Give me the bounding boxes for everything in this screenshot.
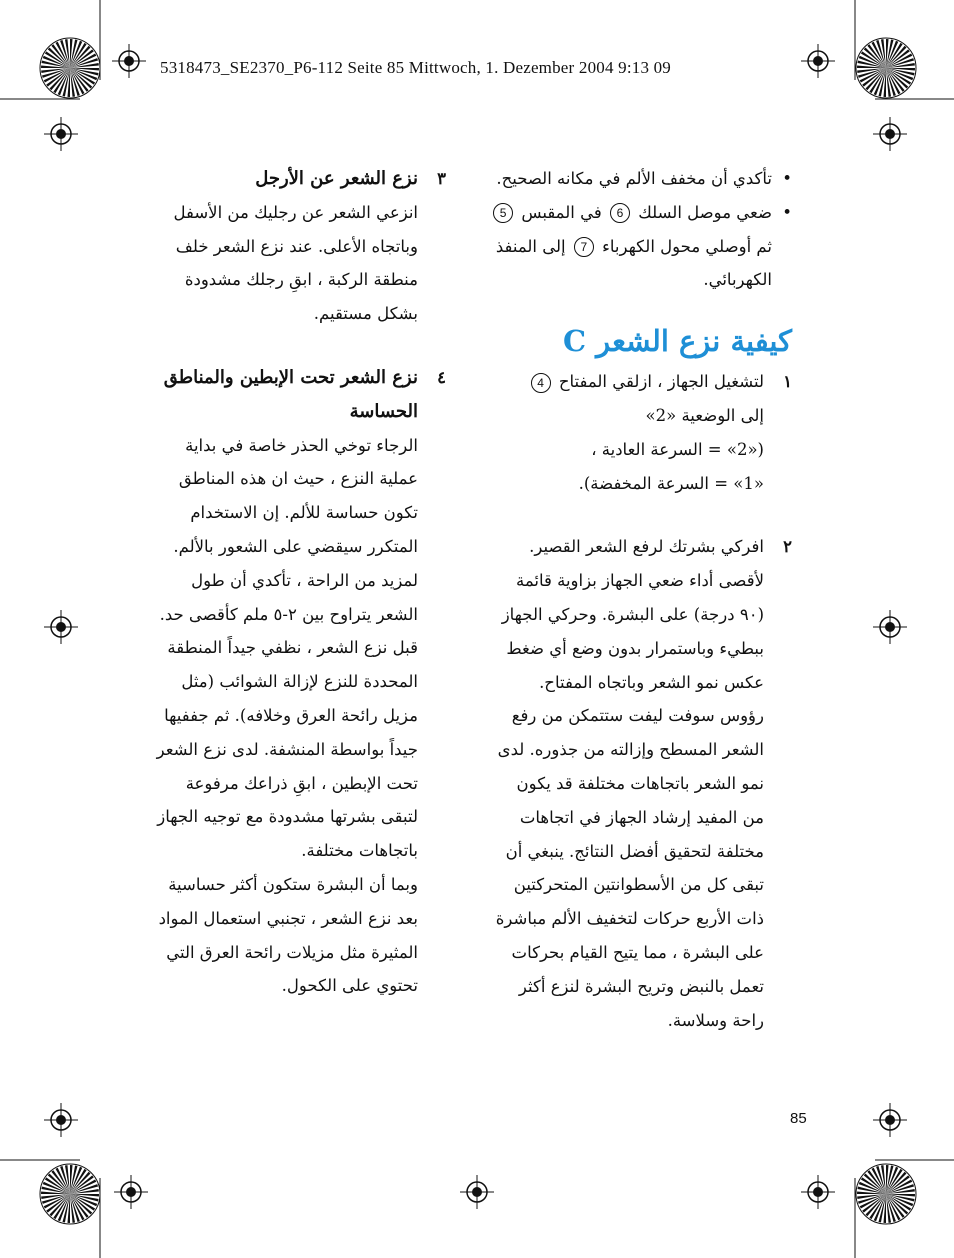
step-number: ٢ <box>783 537 792 557</box>
bullet-text-part: ضعي موصل السلك <box>638 202 772 222</box>
starburst-top-right-icon <box>854 36 918 100</box>
crosshair-mid-right-icon <box>873 610 907 644</box>
step-text <box>490 365 764 399</box>
starburst-top-left-icon <box>38 36 102 100</box>
crosshair-mid-left-icon <box>44 610 78 644</box>
step-text: وبما أن البشرة ستكون أكثر حساسية بعد نزع الشعر ، تجنبي استعمال المواد المثيرة مثل مزيلات رائحة العرق التي تحتوي على الكحول. <box>158 874 418 996</box>
crosshair-bottom-center-icon <box>460 1175 494 1209</box>
step-text: انزعي الشعر عن رجليك من الأسفل وباتجاه الأعلى. عند نزع الشعر خلف منطقة الركبة ، ابقِ رجلك مشدودة بشكل مستقيم. <box>173 202 418 324</box>
page-number: 85 <box>790 1110 807 1127</box>
print-slug-header: 5318473_SE2370_P6-112 Seite 85 Mittwoch, 1. Dezember 2004 9:13 09 <box>160 58 671 77</box>
step-heading: نزع الشعر تحت الإبطين والمناطق الحساسة <box>163 366 418 422</box>
step-heading: نزع الشعر عن الأرجل <box>255 168 418 189</box>
crosshair-lower-right-icon <box>873 1103 907 1137</box>
crosshair-top-right-icon <box>801 44 835 78</box>
starburst-bottom-left-icon <box>38 1162 102 1226</box>
bullet-item <box>490 162 792 196</box>
crosshair-upper-left-icon <box>44 117 78 151</box>
circled-number-5: 5 <box>493 203 513 223</box>
step-text-line: إلى الوضعية «2» <box>645 405 764 425</box>
step-text: قبل نزع الشعر ، نظفي جيداً المنطقة المحددة للنزع لإزالة الشوائب (مثل مزيل رائحة العرق وخلافه). ثم جففيها جيداً بواسطة المنشفة. لدى نزع الشعر تحت الإبطين ، ابقِ ذراعك مرفوعة لتبقى بشرتها مشدودة مع توجيه الجهاز باتجاهات مختلفة. <box>156 638 418 861</box>
step-text: الرجاء توخي الحذر خاصة في بداية عملية النزع ، حيث ان هذه المناطق تكون حساسة للألم. إن الاستخدام المتكرر سيقضي على الشعور بالألم. لمزيد من الراحة ، تأكدي أن طول الشعر يتراوح بين ٢-٥ ملم كأقصى حد. <box>159 435 418 624</box>
crosshair-lower-left-icon <box>44 1103 78 1137</box>
crosshair-upper-right-icon <box>873 117 907 151</box>
left-column <box>150 162 446 1003</box>
bullet-dot-icon: • <box>782 169 792 188</box>
bullet-text: تأكدي أن مخفف الألم في مكانه الصحيح. <box>496 169 772 188</box>
crosshair-top-left-icon <box>112 44 146 78</box>
right-column <box>490 162 792 1037</box>
step-number: ٣ <box>437 169 446 188</box>
step-item <box>490 530 792 1037</box>
step-number: ٤ <box>437 367 446 387</box>
step-text-part: لتشغيل الجهاز ، ازلقي المفتاح <box>558 372 764 392</box>
step-item <box>150 361 446 1003</box>
circled-number-7: 7 <box>574 237 594 257</box>
crosshair-bottom-right-icon <box>801 1175 835 1209</box>
step-item <box>490 365 792 500</box>
bullet-text-part: ثم أوصلي محول الكهرباء <box>602 236 772 256</box>
step-text-line: («2» = السرعة العادية ، <box>591 439 764 459</box>
section-title: كيفية نزع الشعر C <box>562 324 792 359</box>
step-text-line: «1» = السرعة المخفضة). <box>578 473 764 493</box>
bullet-item <box>490 196 792 297</box>
step-number: ١ <box>783 372 792 392</box>
circled-number-4: 4 <box>531 373 551 393</box>
bullet-text-part: في المقبس <box>521 202 602 222</box>
starburst-bottom-right-icon <box>854 1162 918 1226</box>
bullet-text-part: إلى المنفذ الكهربائي. <box>495 236 772 290</box>
step-item <box>150 162 446 331</box>
bullet-dot-icon: • <box>782 202 792 222</box>
crosshair-bottom-left-icon <box>114 1175 148 1209</box>
bullet-text <box>490 196 772 297</box>
circled-number-6: 6 <box>610 203 630 223</box>
step-text: افركي بشرتك لرفع الشعر القصير. لأقصى أداء ضعي الجهاز بزاوية قائمة (٩٠ درجة) على البشرة. وحركي الجهاز ببطيء وباستمرار بدون وضع أي ضغط عكس نمو الشعر وباتجاه المفتاح. رؤوس سوفت ليفت ستتمكن من رفع الشعر المسطح وإزالته من جذوره. لدى نمو الشعر باتجاهات مختلفة قد يكون من المفيد إرشاد الجهاز في اتجاهات مختلفة لتحقيق أفضل النتائج. ينبغي أن تبقى كل من الأسطوانتين المتحركتين ذات الأربع حركات لتخفيف الألم مباشرة على البشرة ، مما يتيح القيام بحركات تعمل بالنبض وتريح البشرة لنزع أكثر راحة وسلاسة. <box>495 537 764 1030</box>
